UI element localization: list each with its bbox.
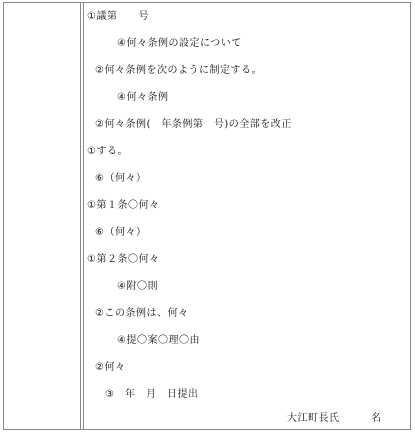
- article-1-caption-line: ⑥（何々）: [95, 173, 147, 184]
- article-2-line: ①第２条〇何々: [87, 254, 160, 265]
- amendment-continuation-line: ①する。: [87, 146, 128, 157]
- supplementary-provision-line: ②この条例は、何々: [95, 308, 189, 319]
- ordinance-subject-line: ④何々条例の設定について: [117, 38, 242, 49]
- article-1-line: ①第１条〇何々: [87, 200, 160, 211]
- bill-number-line: ①議第 号: [87, 11, 149, 22]
- mayor-signature-line: 大江町長氏 名: [287, 413, 382, 424]
- margin-divider-left: [80, 3, 81, 429]
- proposal-reason-line: ②何々: [95, 362, 126, 373]
- proposal-reason-heading: ④提〇案〇理〇由: [117, 335, 200, 346]
- article-2-caption-line: ⑥（何々）: [95, 227, 147, 238]
- amendment-statement-line: ②何々条例( 年条例第 号)の全部を改正: [95, 119, 292, 130]
- margin-divider-right: [83, 3, 84, 429]
- enactment-statement-line: ②何々条例を次のように制定する。: [95, 65, 262, 76]
- supplementary-provisions-heading: ④附〇則: [117, 281, 158, 292]
- ordinance-title-line: ④何々条例: [117, 92, 169, 103]
- document-frame: [3, 2, 411, 430]
- submission-date-line: ③ 年 月 日提出: [105, 389, 199, 400]
